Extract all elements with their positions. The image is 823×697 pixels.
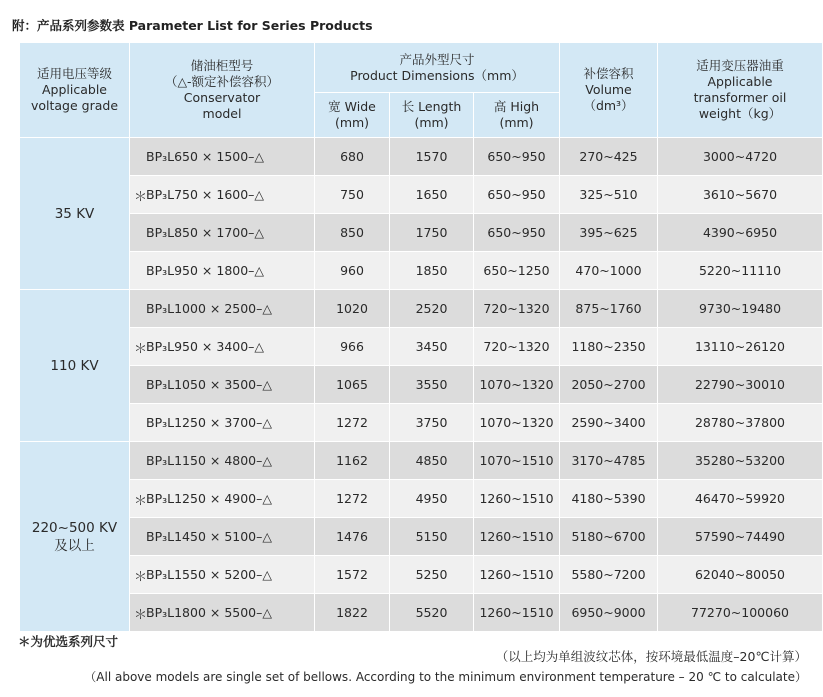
header-oil-weight: 适用变压器油重 Applicable transformer oil weight（kg） — [658, 43, 823, 138]
table-row — [20, 480, 823, 518]
calculation-note-cn: （以上均为单组波纹芯体，按环境最低温度–20℃计算） — [495, 649, 807, 664]
table-row — [20, 138, 823, 176]
model-label: BP₃L1250 × 3700–△ — [146, 415, 272, 430]
voltage-grade-label: 35 KV — [54, 205, 95, 222]
width-cell: 1065 — [315, 366, 390, 404]
weight-cell: 46470~59920 — [658, 480, 823, 518]
model-cell — [130, 138, 315, 176]
header-width: 宽 Wide (mm) — [315, 93, 390, 138]
model-label: BP₃L1000 × 2500–△ — [146, 301, 272, 316]
width-cell: 1162 — [315, 442, 390, 480]
model-cell — [130, 252, 315, 290]
preferred-star-icon: ＊ — [134, 190, 148, 205]
length-cell: 5150 — [390, 518, 474, 556]
table-row — [20, 176, 823, 214]
header-grade: 适用电压等级 Applicable voltage grade — [20, 43, 130, 138]
high-cell: 650~1250 — [474, 252, 560, 290]
volume-cell: 395~625 — [560, 214, 658, 252]
volume-cell: 5580~7200 — [560, 556, 658, 594]
width-cell: 1822 — [315, 594, 390, 632]
header-high: 高 High (mm) — [474, 93, 560, 138]
header-dimensions: 产品外型尺寸 Product Dimensions（mm） — [315, 43, 560, 93]
length-cell: 1650 — [390, 176, 474, 214]
high-cell: 720~1320 — [474, 290, 560, 328]
volume-cell: 6950~9000 — [560, 594, 658, 632]
preferred-star-icon: ＊ — [134, 608, 148, 623]
model-cell — [130, 328, 315, 366]
preferred-series-note: ＊为优选系列尺寸 — [18, 634, 119, 649]
model-label: BP₃L1550 × 5200–△ — [146, 567, 272, 582]
high-cell: 1260~1510 — [474, 480, 560, 518]
preferred-star-icon: ＊ — [134, 570, 148, 585]
model-cell — [130, 176, 315, 214]
model-label: BP₃L850 × 1700–△ — [146, 225, 265, 240]
table-row — [20, 404, 823, 442]
weight-cell: 77270~100060 — [658, 594, 823, 632]
volume-cell: 4180~5390 — [560, 480, 658, 518]
width-cell: 750 — [315, 176, 390, 214]
length-cell: 5250 — [390, 556, 474, 594]
width-cell: 1272 — [315, 480, 390, 518]
header-length: 长 Length (mm) — [390, 93, 474, 138]
model-cell — [130, 290, 315, 328]
high-cell: 650~950 — [474, 214, 560, 252]
parameter-table — [20, 43, 823, 632]
width-cell: 960 — [315, 252, 390, 290]
model-cell — [130, 480, 315, 518]
width-cell: 1572 — [315, 556, 390, 594]
table-row — [20, 328, 823, 366]
table-row — [20, 556, 823, 594]
weight-cell: 3000~4720 — [658, 138, 823, 176]
volume-cell: 5180~6700 — [560, 518, 658, 556]
table-row — [20, 252, 823, 290]
weight-cell: 9730~19480 — [658, 290, 823, 328]
model-cell — [130, 366, 315, 404]
volume-cell: 270~425 — [560, 138, 658, 176]
high-cell: 1260~1510 — [474, 556, 560, 594]
model-label: BP₃L950 × 3400–△ — [146, 339, 265, 354]
voltage-grade-label: 及以上 — [54, 537, 95, 554]
length-cell: 5520 — [390, 594, 474, 632]
volume-cell: 3170~4785 — [560, 442, 658, 480]
high-cell: 650~950 — [474, 138, 560, 176]
model-label: BP₃L1800 × 5500–△ — [146, 605, 272, 620]
length-cell: 1570 — [390, 138, 474, 176]
weight-cell: 4390~6950 — [658, 214, 823, 252]
voltage-grade-cell — [20, 138, 130, 290]
voltage-grade-label: 110 KV — [50, 357, 99, 374]
model-label: BP₃L650 × 1500–△ — [146, 149, 265, 164]
volume-cell: 470~1000 — [560, 252, 658, 290]
width-cell: 850 — [315, 214, 390, 252]
high-cell: 1260~1510 — [474, 594, 560, 632]
table-row — [20, 214, 823, 252]
width-cell: 966 — [315, 328, 390, 366]
weight-cell: 62040~80050 — [658, 556, 823, 594]
high-cell: 1070~1320 — [474, 366, 560, 404]
volume-cell: 1180~2350 — [560, 328, 658, 366]
preferred-star-icon: ＊ — [134, 342, 148, 357]
length-cell: 3450 — [390, 328, 474, 366]
weight-cell: 3610~5670 — [658, 176, 823, 214]
width-cell: 1020 — [315, 290, 390, 328]
weight-cell: 5220~11110 — [658, 252, 823, 290]
table-header — [20, 43, 823, 138]
model-label: BP₃L1450 × 5100–△ — [146, 529, 272, 544]
table-row — [20, 594, 823, 632]
model-cell — [130, 556, 315, 594]
width-cell: 680 — [315, 138, 390, 176]
high-cell: 650~950 — [474, 176, 560, 214]
high-cell: 720~1320 — [474, 328, 560, 366]
calculation-note-en: （All above models are single set of bellows. According to the minimum environment temperature – 20 ℃ to calculate） — [84, 670, 807, 684]
length-cell: 3550 — [390, 366, 474, 404]
high-cell: 1070~1320 — [474, 404, 560, 442]
volume-cell: 325~510 — [560, 176, 658, 214]
model-cell — [130, 214, 315, 252]
length-cell: 1750 — [390, 214, 474, 252]
high-cell: 1070~1510 — [474, 442, 560, 480]
header-model: 储油柜型号 （△-额定补偿容积） Conservator model — [130, 43, 315, 138]
model-cell — [130, 442, 315, 480]
model-label: BP₃L1150 × 4800–△ — [146, 453, 272, 468]
model-label: BP₃L750 × 1600–△ — [146, 187, 265, 202]
weight-cell: 13110~26120 — [658, 328, 823, 366]
length-cell: 2520 — [390, 290, 474, 328]
model-cell — [130, 518, 315, 556]
model-label: BP₃L1250 × 4900–△ — [146, 491, 272, 506]
length-cell: 3750 — [390, 404, 474, 442]
weight-cell: 35280~53200 — [658, 442, 823, 480]
table-row — [20, 518, 823, 556]
table-row — [20, 366, 823, 404]
voltage-grade-cell — [20, 290, 130, 442]
weight-cell: 57590~74490 — [658, 518, 823, 556]
width-cell: 1272 — [315, 404, 390, 442]
length-cell: 4950 — [390, 480, 474, 518]
table-body — [20, 138, 823, 632]
weight-cell: 28780~37800 — [658, 404, 823, 442]
table-row — [20, 290, 823, 328]
width-cell: 1476 — [315, 518, 390, 556]
model-label: BP₃L950 × 1800–△ — [146, 263, 265, 278]
model-label: BP₃L1050 × 3500–△ — [146, 377, 272, 392]
voltage-grade-cell — [20, 442, 130, 632]
volume-cell: 875~1760 — [560, 290, 658, 328]
volume-cell: 2050~2700 — [560, 366, 658, 404]
model-cell — [130, 404, 315, 442]
table-row — [20, 442, 823, 480]
model-cell — [130, 594, 315, 632]
length-cell: 4850 — [390, 442, 474, 480]
length-cell: 1850 — [390, 252, 474, 290]
preferred-star-icon: ＊ — [134, 494, 148, 509]
voltage-grade-label: 220~500 KV — [31, 519, 118, 536]
header-volume: 补偿容积 Volume （dm³） — [560, 43, 658, 138]
high-cell: 1260~1510 — [474, 518, 560, 556]
weight-cell: 22790~30010 — [658, 366, 823, 404]
volume-cell: 2590~3400 — [560, 404, 658, 442]
page-title: 附：产品系列参数表 Parameter List for Series Products — [12, 18, 373, 33]
